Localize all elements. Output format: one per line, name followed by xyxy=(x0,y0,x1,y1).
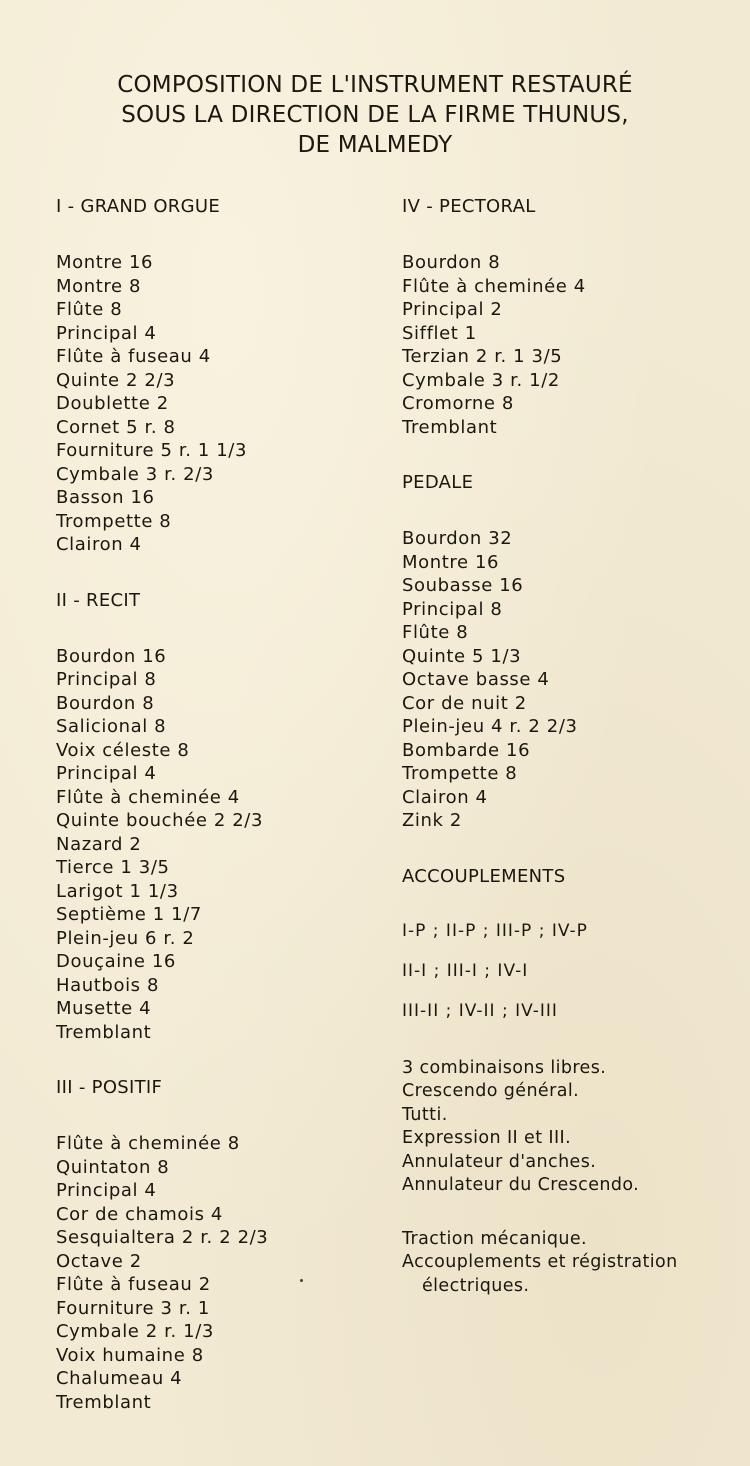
stop-item: Zink 2 xyxy=(402,810,462,831)
stop-item: Fourniture 5 r. 1 1/3 xyxy=(56,440,248,461)
stop-item: Octave basse 4 xyxy=(402,669,550,690)
stop-item: Cromorne 8 xyxy=(402,393,514,414)
stop-item: Principal 4 xyxy=(56,1180,157,1201)
stop-item: Tremblant xyxy=(56,1021,152,1043)
stop-item: Larigot 1 1/3 xyxy=(56,880,179,902)
stop-item: Principal 8 xyxy=(402,598,503,620)
title-line-3: DE MALMEDY xyxy=(297,132,453,158)
stop-item: Principal 4 xyxy=(56,763,157,784)
traction-line-3: électriques. xyxy=(422,1275,530,1296)
stop-item: Cor de chamois 4 xyxy=(56,1203,223,1225)
section-heading-recit: II - RECIT xyxy=(56,589,141,611)
stop-item: Basson 16 xyxy=(56,487,155,508)
stop-item: Principal 8 xyxy=(56,669,157,690)
document-title xyxy=(0,70,750,160)
stop-item: Fourniture 3 r. 1 xyxy=(56,1297,210,1319)
stop-item: Crescendo général. xyxy=(402,1081,580,1101)
stop-item: Musette 4 xyxy=(56,998,152,1019)
stop-item: Flûte 8 xyxy=(402,622,469,643)
stop-item: Chalumeau 4 xyxy=(56,1368,183,1389)
stop-item: Octave 2 xyxy=(56,1250,142,1272)
stop-item: Bourdon 32 xyxy=(402,528,513,549)
stop-item: Sesquialtera 2 r. 2 2/3 xyxy=(56,1227,269,1248)
stop-item: Flûte à cheminée 4 xyxy=(56,786,240,808)
stop-item: Voix humaine 8 xyxy=(56,1344,204,1366)
stop-item: Plein-jeu 4 r. 2 2/3 xyxy=(402,716,578,737)
stop-item: Flûte à cheminée 8 xyxy=(56,1133,240,1154)
section-heading-pectoral: IV - PECTORAL xyxy=(402,196,536,217)
stop-item: Plein-jeu 6 r. 2 xyxy=(56,927,195,949)
stop-item: Bourdon 8 xyxy=(56,692,155,714)
coupler-line-2: II-I ; III-I ; IV-I xyxy=(402,960,529,981)
stop-item: Montre 16 xyxy=(56,252,154,273)
stop-item: Hautbois 8 xyxy=(56,974,160,996)
stop-item: Flûte à fuseau 2 xyxy=(56,1274,211,1295)
stop-item: Sifflet 1 xyxy=(402,322,477,344)
stop-item: Bourdon 16 xyxy=(56,645,167,667)
traction-notes xyxy=(402,1228,742,1299)
stop-item: Douçaine 16 xyxy=(56,951,176,972)
stop-item: Quinte 2 2/3 xyxy=(56,369,176,391)
stop-item: Clairon 4 xyxy=(56,534,142,555)
stop-item: Principal 2 xyxy=(402,299,503,320)
stop-item: Clairon 4 xyxy=(402,786,488,808)
stop-item: Salicional 8 xyxy=(56,716,167,737)
stop-item: Flûte 8 xyxy=(56,299,123,320)
coupler-line-1: I-P ; II-P ; III-P ; IV-P xyxy=(402,920,588,941)
stop-item: Bombarde 16 xyxy=(402,739,531,761)
title-line-1: COMPOSITION DE L'INSTRUMENT RESTAURÉ xyxy=(117,72,633,98)
stop-item: Tremblant xyxy=(402,416,498,438)
stop-item: Flûte à fuseau 4 xyxy=(56,346,211,367)
stop-item: Nazard 2 xyxy=(56,833,142,855)
stop-item: Soubasse 16 xyxy=(402,575,524,596)
stop-item: Tierce 1 3/5 xyxy=(56,857,170,878)
coupler-line-3: III-II ; IV-II ; IV-III xyxy=(402,1000,558,1021)
stop-item: Annulateur d'anches. xyxy=(402,1151,597,1172)
stop-item: Bourdon 8 xyxy=(402,252,501,273)
stop-item: Quinte bouchée 2 2/3 xyxy=(56,810,264,831)
stop-item: Septième 1 1/7 xyxy=(56,904,202,925)
stop-item: Annulateur du Crescendo. xyxy=(402,1175,640,1195)
stop-list-positif xyxy=(56,1132,376,1414)
section-heading-grand-orgue: I - GRAND ORGUE xyxy=(56,196,221,217)
stop-item: Cor de nuit 2 xyxy=(402,692,527,714)
right-column xyxy=(402,195,742,1298)
stop-item: Trompette 8 xyxy=(402,763,518,784)
paper-speck xyxy=(300,1279,303,1282)
stop-list-pedale xyxy=(402,527,742,833)
stop-item: Cymbale 2 r. 1/3 xyxy=(56,1321,214,1342)
traction-line-1: Traction mécanique. xyxy=(402,1228,587,1249)
stop-item: Tremblant xyxy=(56,1391,152,1413)
stop-item: Quintaton 8 xyxy=(56,1156,170,1178)
stop-list-recit xyxy=(56,645,376,1045)
stop-item: Cymbale 3 r. 2/3 xyxy=(56,463,214,485)
stop-item: Montre 16 xyxy=(402,551,500,573)
title-line-2: SOUS LA DIRECTION DE LA FIRME THUNUS, xyxy=(121,102,629,128)
section-heading-accouplements: ACCOUPLEMENTS xyxy=(402,865,566,887)
stop-list-pectoral xyxy=(402,251,742,439)
stop-item: Principal 4 xyxy=(56,322,157,344)
section-heading-positif: III - POSITIF xyxy=(56,1077,163,1098)
stop-item: Voix céleste 8 xyxy=(56,739,190,761)
stop-item: Quinte 5 1/3 xyxy=(402,645,522,667)
feature-list xyxy=(402,1057,742,1198)
stop-item: Doublette 2 xyxy=(56,393,169,414)
left-column xyxy=(56,195,376,1414)
stop-list-grand-orgue xyxy=(56,251,376,557)
stop-item: Terzian 2 r. 1 3/5 xyxy=(402,346,563,367)
stop-item: Montre 8 xyxy=(56,275,142,297)
stop-item: 3 combinaisons libres. xyxy=(402,1057,607,1078)
stop-item: Trompette 8 xyxy=(56,510,172,532)
stop-item: Cymbale 3 r. 1/2 xyxy=(402,369,560,391)
section-heading-pedale: PEDALE xyxy=(402,472,474,493)
stop-item: Flûte à cheminée 4 xyxy=(402,275,586,297)
stop-item: Expression II et III. xyxy=(402,1128,572,1148)
stop-item: Cornet 5 r. 8 xyxy=(56,416,176,438)
traction-line-2: Accouplements et régistration xyxy=(402,1252,678,1272)
stop-item: Tutti. xyxy=(402,1104,448,1125)
